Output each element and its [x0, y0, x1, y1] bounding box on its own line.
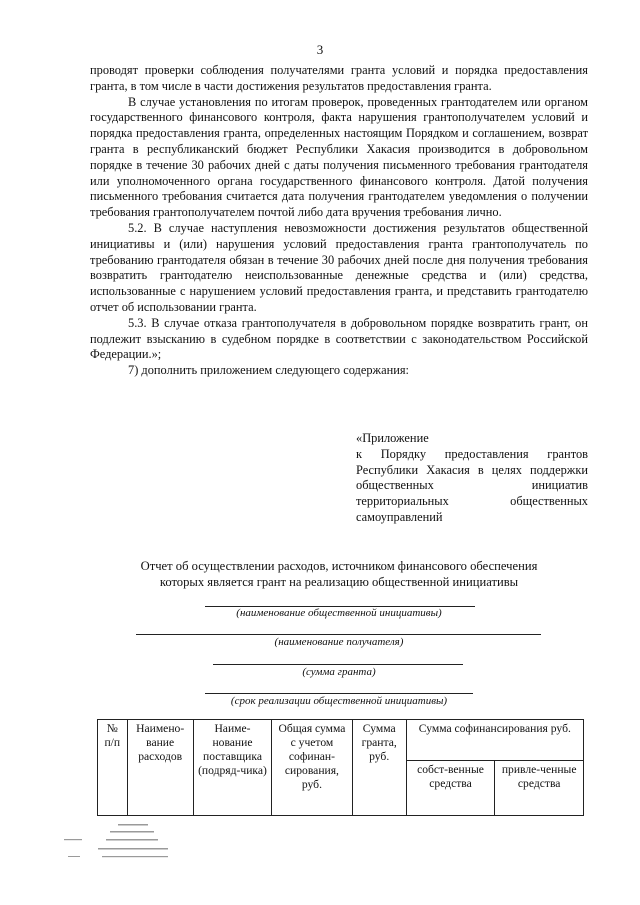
paragraph-5-2: 5.2. В случае наступления невозможности достижения результатов общественной инициативы и (или) нарушения условий предоставления гранта грантополучатель по требованию грантодателя обязан в течение 30 рабочих дней после дня получения требования возвратить грантодателю неиспользованные денежные средства и (или) средства, использованные с нарушением условий предоставления гранта, и представить грантодателю отчет об использовании гранта.: [90, 220, 588, 314]
paragraph-7: 7) дополнить приложением следующего содержания:: [128, 363, 409, 378]
table-header-row-1: [98, 720, 584, 761]
body-text: [90, 63, 588, 379]
paragraph-continuation: проводят проверки соблюдения получателями гранта условий и порядка предоставления гранта, в том числе в части достижения результатов предоставления гранта.: [90, 63, 588, 93]
expense-table: [97, 719, 584, 816]
header-total: Общая сумма с учетом софинан-сирования, руб.: [272, 720, 352, 816]
caption-period: (срок реализации общественной инициативы): [230, 695, 448, 707]
header-cofinancing: Сумма софинансирования руб.: [406, 720, 583, 761]
header-own-funds: собст-венные средства: [406, 761, 495, 816]
fill-line-recipient: [136, 634, 541, 635]
appendix-title: «Приложение: [356, 431, 429, 445]
caption-initiative: (наименование общественной инициативы): [236, 607, 442, 619]
scan-artifact: [58, 822, 178, 862]
fill-line-grant-sum: [213, 664, 463, 665]
header-attracted-funds: привле-ченные средства: [495, 761, 584, 816]
header-supplier: Наиме-нование поставщика (подряд-чика): [193, 720, 271, 816]
appendix-reference: к Порядку предоставления грантов Республики Хакасия в целях поддержки общественных инициатив территориальных общественных самоуправлений: [356, 446, 588, 524]
report-title-line-1: Отчет об осуществлении расходов, источником финансового обеспечения: [140, 559, 538, 573]
caption-grant-sum: (сумма гранта): [302, 666, 376, 678]
header-num: № п/п: [98, 720, 128, 816]
header-grant-sum: Сумма гранта, руб.: [352, 720, 406, 816]
report-title-line-2: которых является грант на реализацию общественной инициативы: [159, 575, 519, 589]
page-number: 3: [316, 42, 324, 57]
fill-line-period: [205, 693, 473, 694]
paragraph-5-3: 5.3. В случае отказа грантополучателя в добровольном порядке возвратить грант, он подлежит взысканию в судебном порядке в соответствии с законодательством Российской Федерации.»;: [90, 315, 588, 362]
header-expense-name: Наимено-вание расходов: [127, 720, 193, 816]
paragraph-check: В случае установления по итогам проверок, проведенных грантодателем или органом государственного финансового контроля, факта нарушения грантополучателем условий и порядка предоставления гранта, определенных настоящим Порядком и соглашением, возврат гранта в республиканский бюджет Республики Хакасия производится в добровольном порядке в течение 30 рабочих дней с даты получения письменного требования грантодателя или уполномоченного органа государственного финансового контроля. Датой получения письменного требования считается дата получения грантодателем уведомления о получении требования грантополучателем почтой либо дата вручения требования лично.: [90, 94, 588, 220]
appendix-header: [356, 431, 588, 526]
report-title: [90, 558, 588, 590]
caption-recipient: (наименование получателя): [274, 636, 404, 648]
